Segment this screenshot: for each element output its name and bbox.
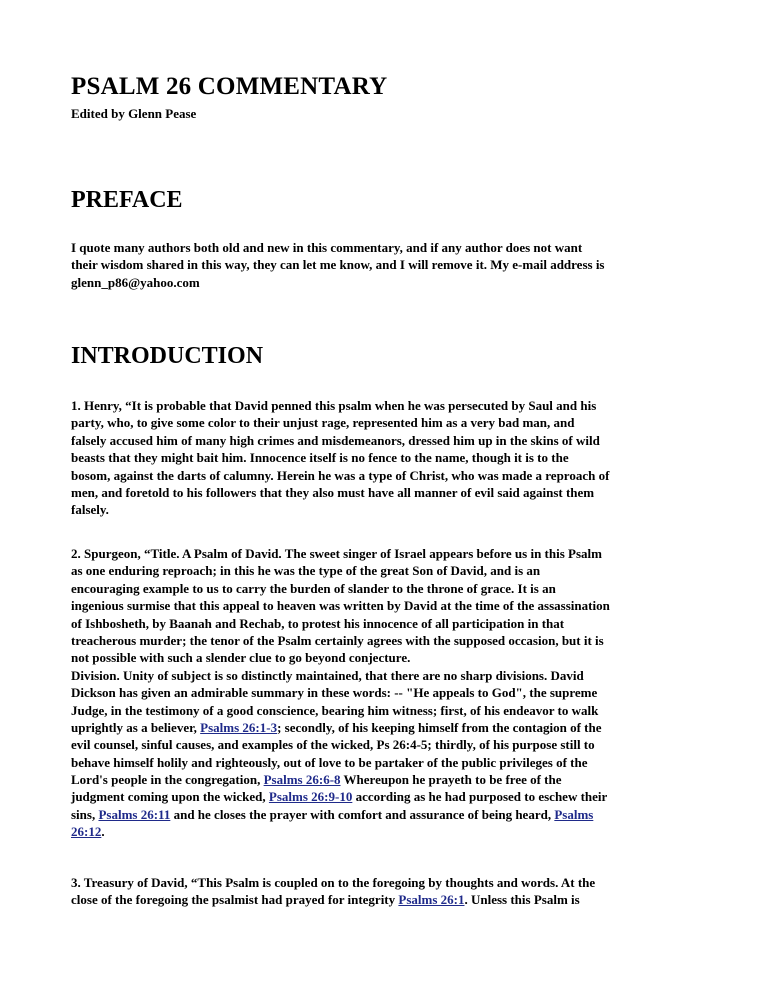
text-segment: . Unless this Psalm is xyxy=(464,892,580,908)
scripture-link[interactable]: Psalms 26:6-8 xyxy=(263,772,341,788)
text-line: evil counsel, sinful causes, and examples of the wicked, Ps 26:4-5; thirdly, of his purpose still to xyxy=(71,737,595,753)
introduction-heading: INTRODUCTION xyxy=(71,343,264,369)
text-segment: . xyxy=(101,824,105,840)
page-title: PSALM 26 COMMENTARY xyxy=(71,73,388,100)
text-line: 2. Spurgeon, “Title. A Psalm of David. The sweet singer of Israel appears before us in this Psalm xyxy=(71,546,602,561)
text-line xyxy=(71,788,610,805)
text-line: Dickson has given an admirable summary in these words: -- "He appeals to God", the supreme xyxy=(71,685,598,701)
text-line: beasts that they might bait him. Innocence itself is no fence to the name, though it is to the xyxy=(71,450,569,466)
text-line: bosom, against the darts of calumny. Herein he was a type of Christ, who was made a reproach of xyxy=(71,467,610,483)
treasury-paragraph xyxy=(71,874,595,909)
text-line: falsely accused him of many high crimes and misdemeanors, dressed him up in the skins of wild xyxy=(71,432,600,448)
scripture-link[interactable]: Psalms 26:9-10 xyxy=(268,789,353,805)
scripture-link[interactable]: Psalms 26:1-3 xyxy=(200,719,278,735)
text-line: falsely. xyxy=(71,502,109,518)
text-segment: judgment coming upon the wicked, xyxy=(71,789,269,805)
text-line: I quote many authors both old and new in this commentary, and if any author does not want xyxy=(71,240,583,255)
scripture-link[interactable]: Psalms xyxy=(554,806,594,822)
text-line: ingenious surmise that this appeal to heaven was written by David at the time of the assassination xyxy=(71,598,610,614)
text-segment: Whereupon he prayeth to be free of the xyxy=(340,772,562,788)
scripture-link[interactable]: Psalms 26:1 xyxy=(398,892,465,908)
text-line: 3. Treasury of David, “This Psalm is coupled on to the foregoing by thoughts and words. At the xyxy=(71,875,596,890)
text-segment: and he closes the prayer with comfort and assurance of being heard, xyxy=(170,806,555,822)
text-line xyxy=(71,891,595,908)
preface-paragraph xyxy=(71,239,605,291)
spurgeon-paragraph xyxy=(71,545,610,841)
text-segment: sins, xyxy=(71,806,99,822)
text-segment: according as he had purposed to eschew their xyxy=(352,789,608,805)
text-line: encouraging example to us to carry the burden of slander to the throne of grace. It is an xyxy=(71,580,556,596)
scripture-link[interactable]: Psalms 26:11 xyxy=(98,806,171,822)
text-line: treacherous murder; the tenor of the Psalm certainly agrees with the supposed occasion, but it is xyxy=(71,632,604,648)
henry-paragraph xyxy=(71,397,609,519)
text-line: of Ishbosheth, by Baanah and Rechab, to protest his innocence of all participation in that xyxy=(71,615,565,631)
text-segment: ; secondly, of his keeping himself from the contagion of the xyxy=(277,719,602,735)
text-line: 1. Henry, “It is probable that David penned this psalm when he was persecuted by Saul and his xyxy=(71,398,597,413)
text-line: not possible with such a slender clue to go beyond conjecture. xyxy=(71,650,411,666)
text-line xyxy=(71,823,610,840)
text-segment: Lord's people in the congregation, xyxy=(71,772,264,788)
scripture-link[interactable]: 26:12 xyxy=(71,824,102,840)
text-line: Judge, in the testimony of a good conscience, bearing him witness; first, of his endeavor to walk xyxy=(71,702,599,718)
page-subtitle: Edited by Glenn Pease xyxy=(71,106,197,121)
text-line: men, and foretold to his followers that they also must have all manner of evil said against them xyxy=(71,484,595,500)
text-line: as one enduring reproach; in this he was the type of the great Son of David, and is an xyxy=(71,563,541,579)
text-line: glenn_p86@yahoo.com xyxy=(71,274,200,290)
text-line: party, who, to give some color to their unjust rage, represented him as a very bad man, and xyxy=(71,415,575,431)
text-line xyxy=(71,806,610,823)
text-line: behave himself holily and righteously, out of love to be partaker of the public privileges of the xyxy=(71,754,588,770)
text-line xyxy=(71,719,610,736)
text-line: Division. Unity of subject is so distinctly maintained, that there are no sharp divisions. David xyxy=(71,667,584,683)
preface-heading: PREFACE xyxy=(71,187,183,213)
text-segment: uprightly as a believer, xyxy=(71,719,201,735)
text-line: their wisdom shared in this way, they can let me know, and I will remove it. My e-mail address is xyxy=(71,257,605,273)
text-line xyxy=(71,771,610,788)
text-segment: close of the foregoing the psalmist had prayed for integrity xyxy=(71,892,399,908)
